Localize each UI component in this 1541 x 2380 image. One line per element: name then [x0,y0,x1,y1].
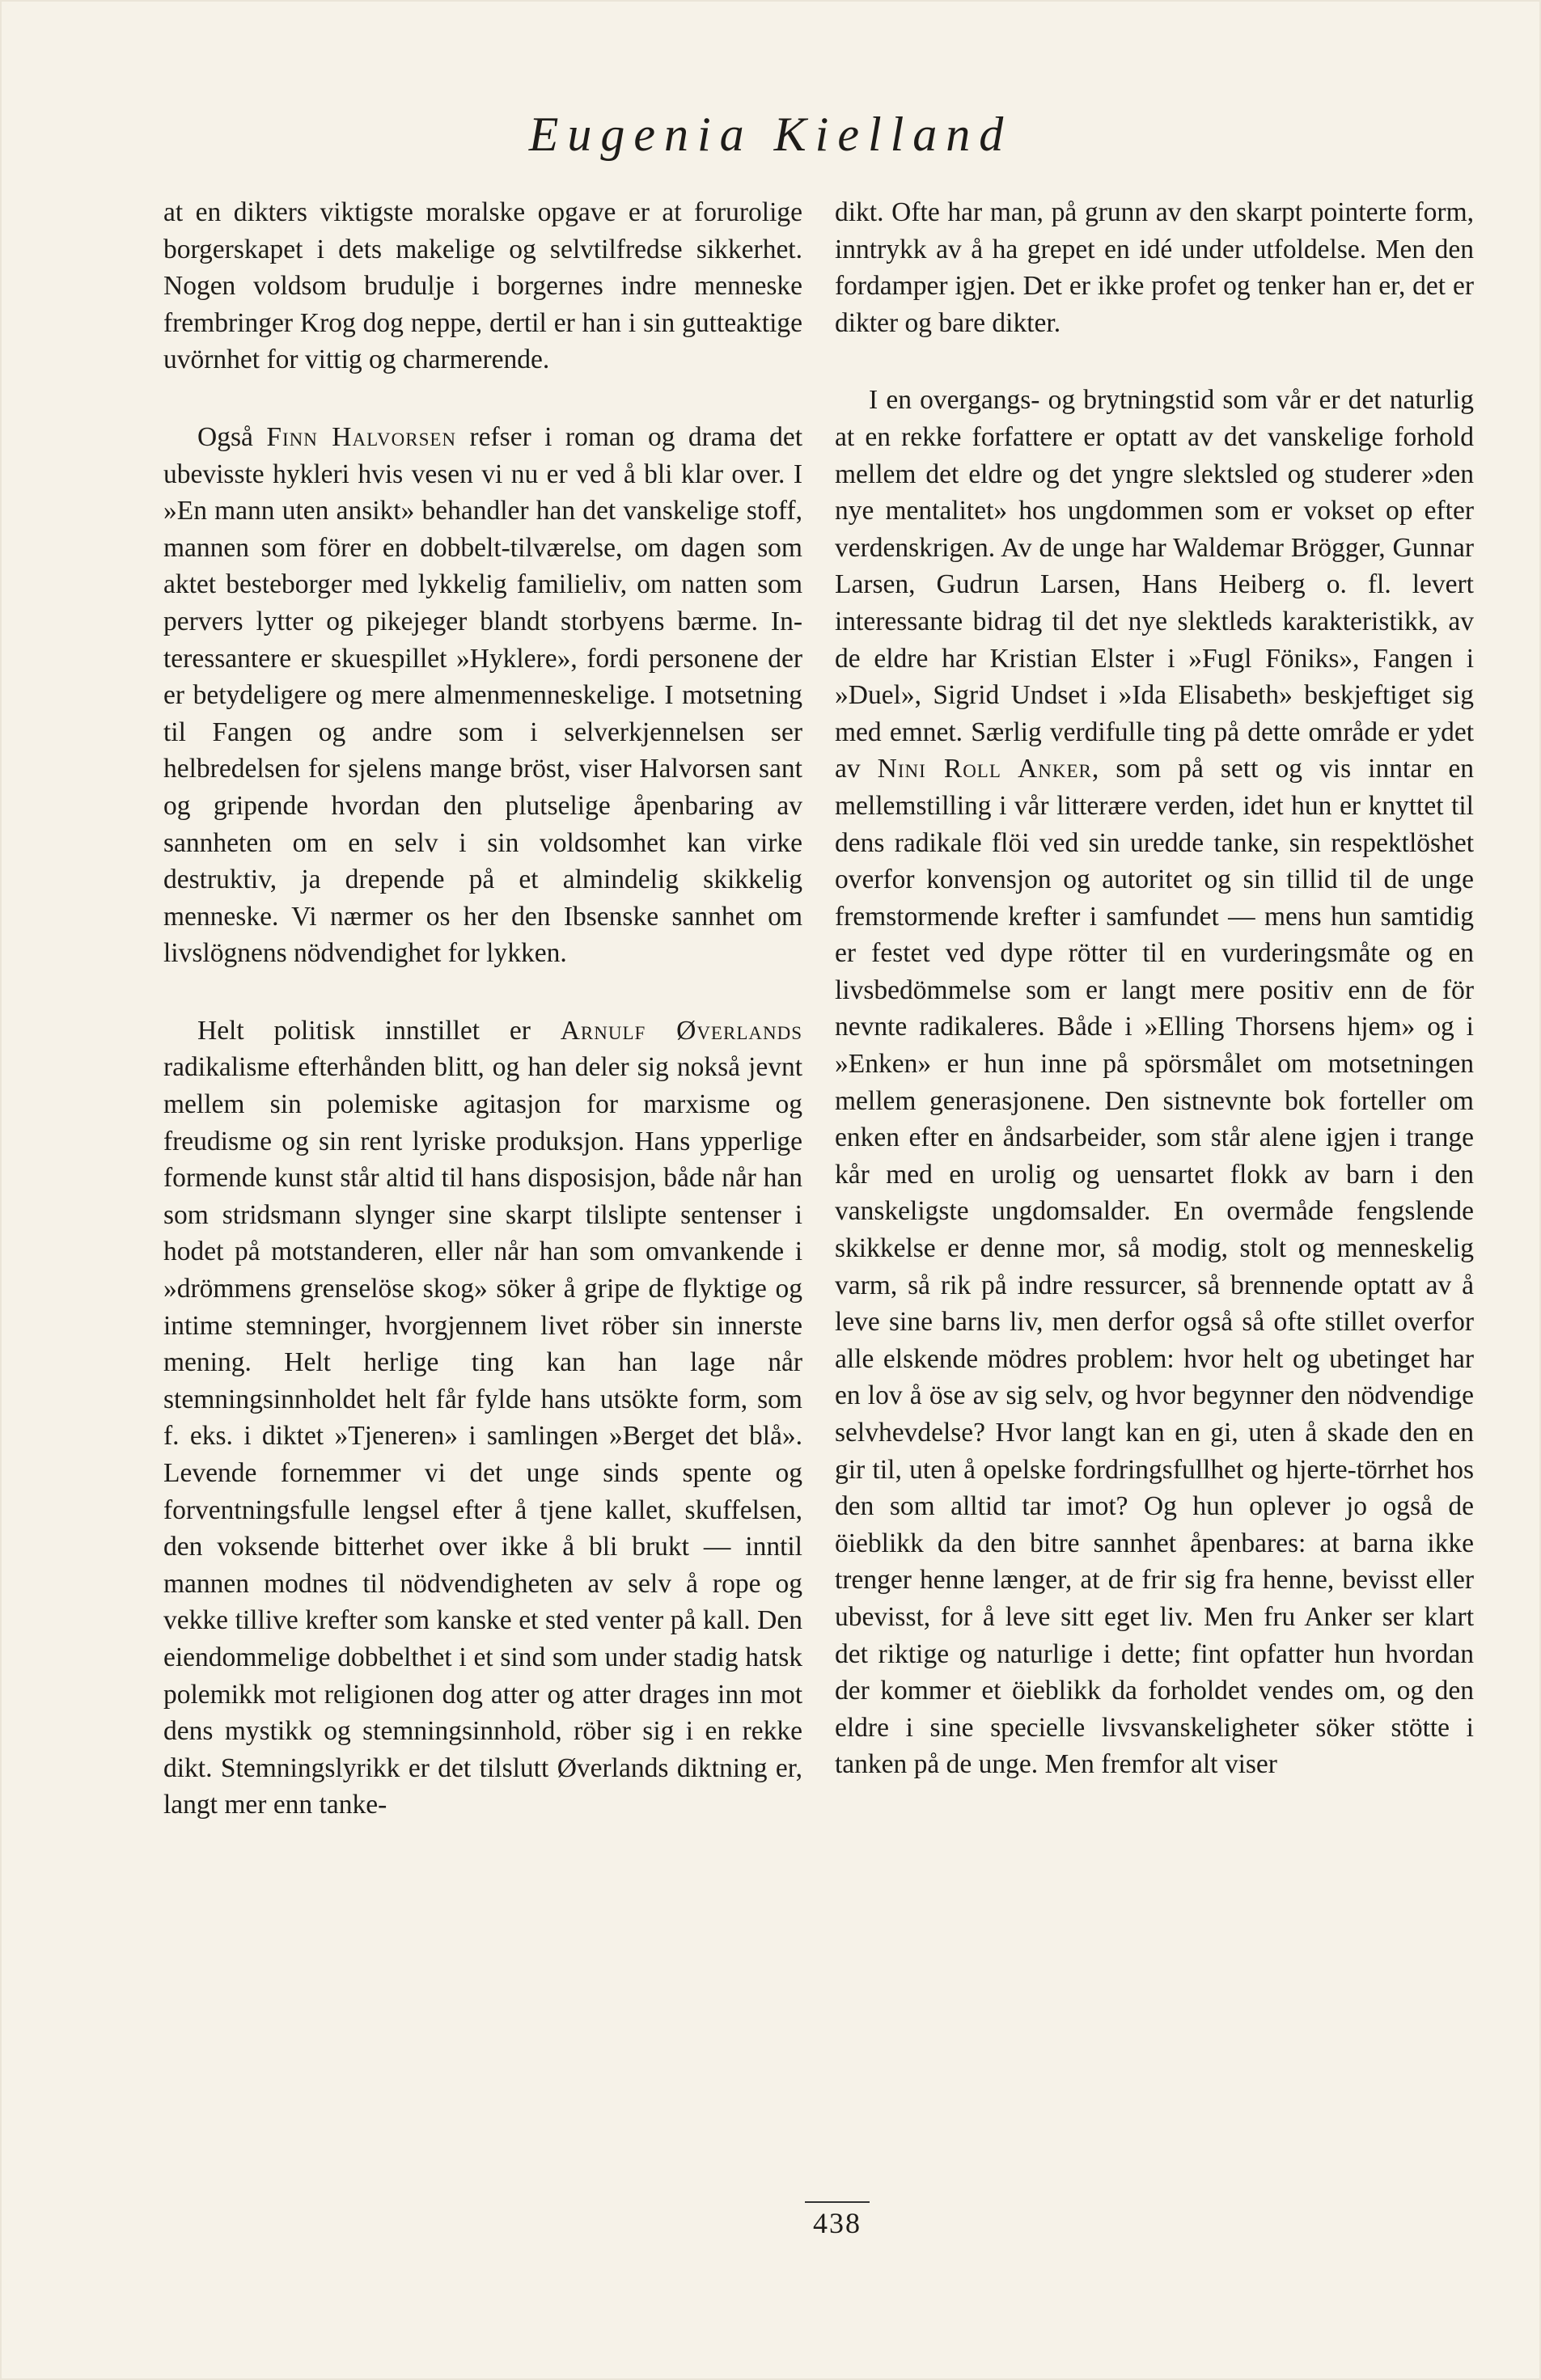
left-paragraph-1: at en dikters viktigste moralske opgave er at forurolige borgerskapet i dets makelige og selvtilfredse sikkerhet. Nogen voldsom brudulje i borgernes indre menneske frembringer Krog dog neppe, dertil er han i sin gutteaktige uvörnhet for vittig og charmerende. [163,197,802,375]
paragraph-text: radikalisme efterhånden blitt, og han deler sig nokså jevnt mellem sin polemiske agitasjon for marxisme og freudisme og sin rent lyriske produksjon. Hans ypperlige formende kunst står altid til hans disposisjon, både når han som stridsmann slynger sine skarpt tilslipte sentenser i hodet på motstanderen, eller når han som omvankende i »drömmens grenselöse skog» söker å gripe de flyktige og intime stemninger, hvorgjennem livet röber sin innerste mening. Helt herlige ting kan han lage når stemningsinnholdet helt får fylde hans utsökte form, som f. eks. i diktet »Tjeneren» i samlingen »Berget det blå». Levende fornemmer vi det unge sinds spente og forventningsfulle lengsel efter å tjene kallet, skuffelsen, den voksende bitterhet over ikke å bli brukt — inntil mannen modnes til nödvendigheten av selv å rope og vekke tillive krefter som kanske et sted venter på kall. Den eiendommelige dobbelthet i et sind som under stadig hatsk polemikk mot religionen dog atter og atter drages inn mot dens mystikk og stemningsinnhold, röber sig i en rekke dikt. Stemningslyrikk er det tilslutt Øverlands diktning er, langt mer enn tanke- [163,1052,802,1820]
paragraph-text: Også [197,421,267,452]
left-column [163,194,802,1824]
right-column [835,194,1474,1783]
paragraph-text: , som på sett og vis inntar en mellemstilling i vår litterære verden, idet hun er knyttet til dens radikale flöi ved sin uredde tanke, sin respektlöshet overfor konvensjon og autoritet og sin tillid til de unge fremstormende krefter i samfundet — mens hun samtidig er festet ved dype rötter til en vurderingsmåte og en livsbedömmelse som er langt mere positiv enn de för nevnte radikaleres. Både i »Elling Thorsens hjem» og i »Enken» er hun inne på spörsmålet om motsetningen mellem generasjonene. Den sistnevnte bok forteller om enken efter en åndsarbeider, som står alene igjen i trange kår med en urolig og uensartet flokk av barn i den vanskeligste ungdomsalder. En overmåde fengslende skikkelse er denne mor, så modig, stolt og menneskelig varm, så rik på indre ressurcer, så brennende optatt av å leve sine barns liv, men derfor også så ofte stillet overfor alle elskende mödres problem: hvor helt og ubetinget har en lov å öse av sig selv, og hvor begynner den nödvendige selvhevdelse? Hvor langt kan en gi, uten å skade den en gir til, uten å opelske fordringsfullhet og hjerte-törrhet hos den som alltid tar imot? Og hun oplever jo også de öieblikk da den bitre sannhet åpenbares: at barna ikke trenger henne længer, at de frir sig fra henne, bevisst eller ubevisst, for å leve sitt eget liv. Men fru Anker ser klart det riktige og naturlige i dette; fint opfatter hun hvordan der kommer et öieblikk da forholdet vendes om, og den eldre i sine specielle livsvanskeligheter söker stötte i tanken på de unge. Men fremfor alt viser [835,754,1474,1780]
page-number: 438 [813,2207,862,2239]
right-paragraph-1: dikt. Ofte har man, på grunn av den skarpt pointerte form, inntrykk av å ha grepet en idé under utfoldelse. Men den fordamper igjen. Det er ikke profet og tenker han er, det er dikter og bare dikter. [835,197,1474,338]
author-name-halvorsen: Finn Halvorsen [266,421,457,452]
right-paragraph-2 [835,382,1474,1783]
folio-rule [805,2201,870,2203]
author-name-overland: Arnulf Øverlands [560,1015,802,1046]
running-title: Eugenia Kielland [528,108,1013,161]
paragraph-text: I en overgangs- og brytningstid som vår er det naturlig at en rekke forfattere er optatt av det vanskelige forhold mellem det eldre og det yngre slektsled og studerer »den nye mentalitet» hos ungdommen som er vokset op efter verdenskrigen. Av de unge har Waldemar Brögger, Gunnar Larsen, Gudrun Larsen, Hans Heiberg o. fl. levert interessante bidrag til det nye slektleds karakteristikk, av de eldre har Kristian Elster i »Fugl Föniks», Fangen i »Duel», Sigrid Undset i »Ida Elisabeth» beskjeftiget sig med emnet. Særlig verdifulle ting på dette område er ydet av [835,385,1474,784]
left-paragraph-2 [163,419,802,972]
paragraph-text: refser i roman og drama det ubevisste hykleri hvis vesen vi nu er ved å bli klar over. I »En mann uten ansikt» behandler han det vanskelige stoff, mannen som förer en dobbelt-tilværelse, om dagen som aktet besteborger med lykkelig familieliv, om natten som pervers lytter og pikejeger blandt storbyens bærme. Interessantere er skuespillet »Hyklere», fordi personene der er betydeligere og mere almenmenneskelige. I motsetning til Fangen og andre som i selverkjennelsen ser helbredelsen for sjelens mange bröst, viser Halvorsen sant og gripende hvordan den plutselige åpenbaring av sannheten om en selv i sin voldsomhet kan virke destruktiv, ja drepende på et almindelig skikkelig menneske. Vi nærmer os her den Ibsenske sannhet om livslögnens nödvendighet for lykken. [163,421,802,969]
left-paragraph-3 [163,1012,802,1824]
paragraph-text: Helt politisk innstillet er [197,1015,561,1046]
author-name-anker: Nini Roll Anker [877,754,1092,784]
